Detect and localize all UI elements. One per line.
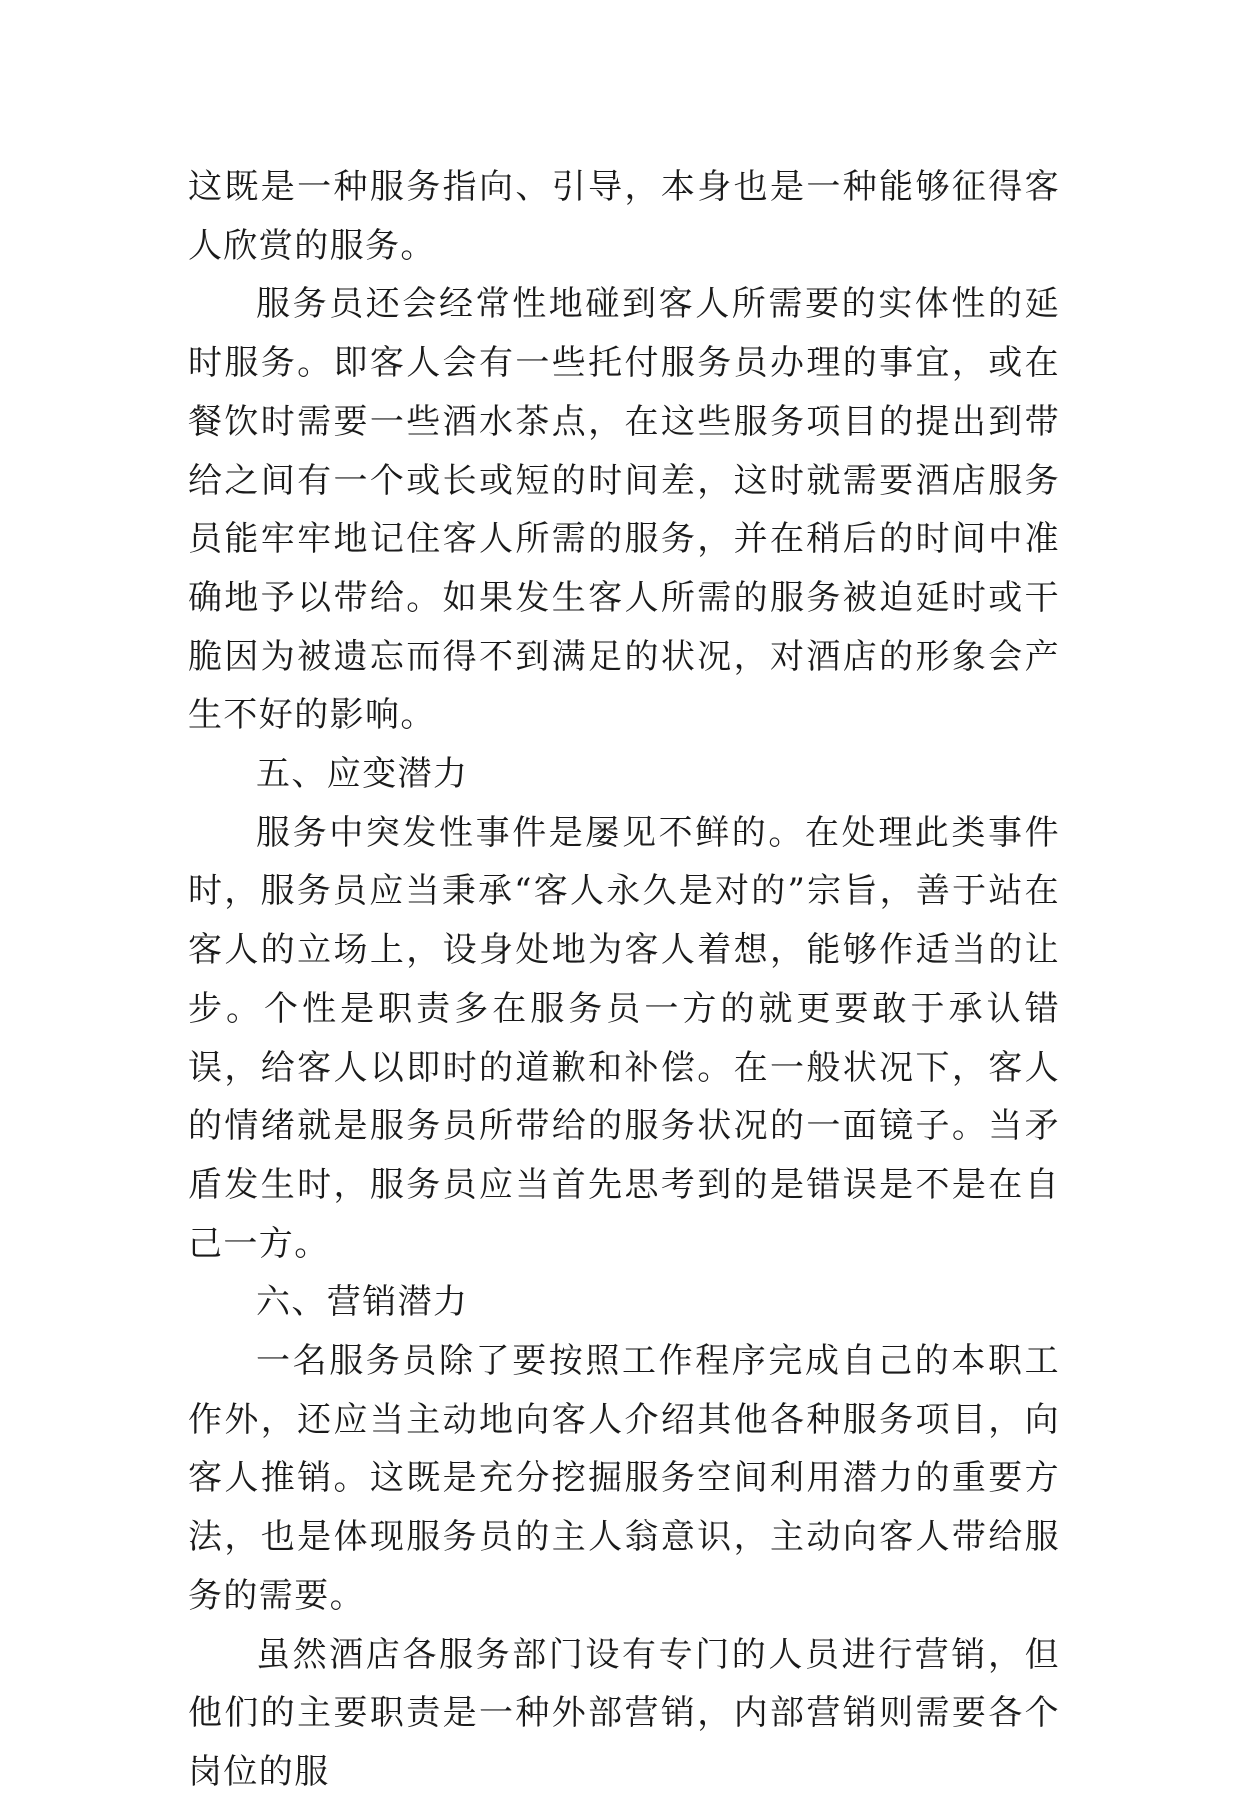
section-heading-5: 五、应变潜力 <box>256 754 469 795</box>
section-heading-6: 六、营销潜力 <box>256 1282 469 1323</box>
paragraph-delayed-service: 服务员还会经常性地碰到客人所需要的实体性的延时服务。即客人会有一些托付服务员办理的事宜，或在餐饮时需要一些酒水茶点，在这些服务项目的提出到带给之间有一个或长或短的时间差，这时就需要酒店服务员能牢牢地记住客人所需的服务，并在稍后的时间中准确地予以带给。如果发生客人所需的服务被迫延时或干脆因为被遗忘而得不到满足的状况，对酒店的形象会产生不好的影响。 <box>188 284 1060 736</box>
paragraph-adaptability: 服务中突发性事件是屡见不鲜的。在处理此类事件时，服务员应当秉承“客人永久是对的”宗旨，善于站在客人的立场上，设身处地为客人着想，能够作适当的让步。个性是职责多在服务员一方的就更要敢于承认错误，给客人以即时的道歉和补偿。在一般状况下，客人的情绪就是服务员所带给的服务状况的一面镜子。当矛盾发生时，服务员应当首先思考到的是错误是不是在自己一方。 <box>188 812 1060 1264</box>
paragraph-internal-marketing: 虽然酒店各服务部门设有专门的人员进行营销，但他们的主要职责是一种外部营销，内部营销则需要各个岗位的服 <box>188 1634 1060 1792</box>
paragraph-continued: 这既是一种服务指向、引导，本身也是一种能够征得客人欣赏的服务。 <box>188 167 1060 266</box>
paragraph-marketing: 一名服务员除了要按照工作程序完成自己的本职工作外，还应当主动地向客人介绍其他各种服务项目，向客人推销。这既是充分挖掘服务空间利用潜力的重要方法，也是体现服务员的主人翁意识，主动向客人带给服务的需要。 <box>188 1341 1060 1616</box>
document-body <box>188 158 1060 1802</box>
